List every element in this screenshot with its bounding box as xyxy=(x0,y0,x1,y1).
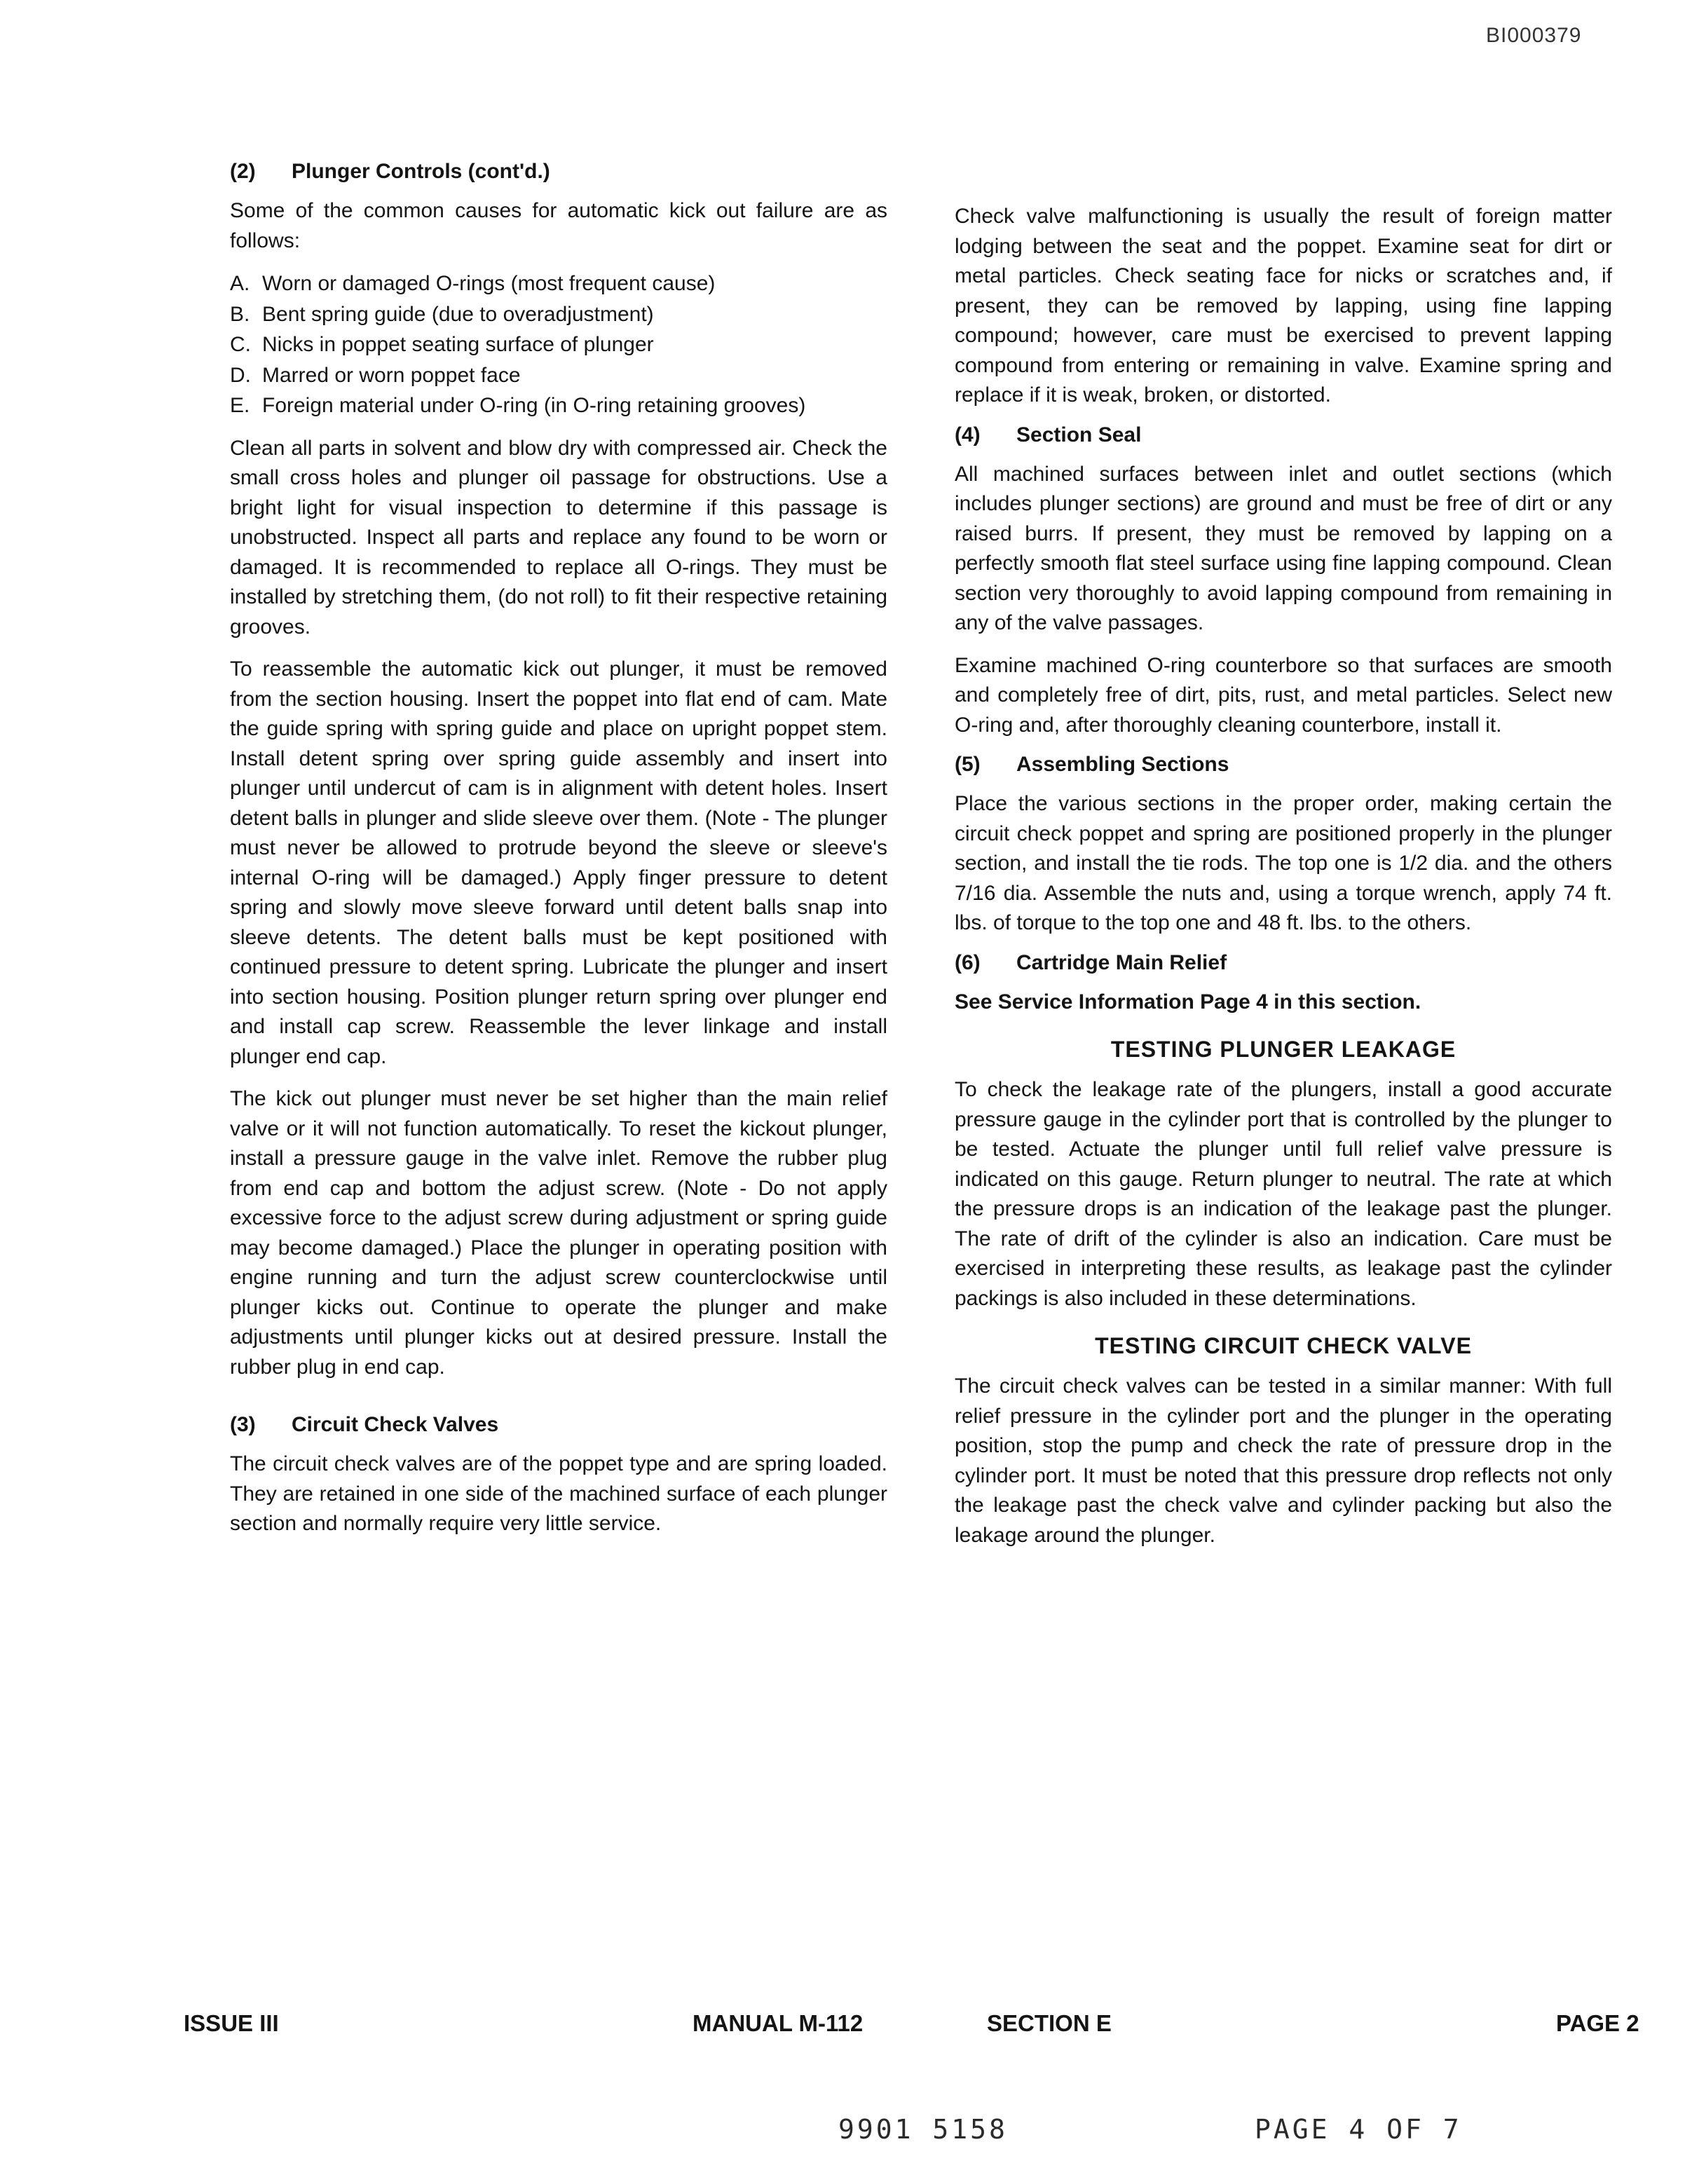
heading-section-seal xyxy=(955,423,1612,447)
footer-page: PAGE 2 xyxy=(1556,2010,1639,2036)
counterbore-paragraph: Examine machined O-ring counterbore so that surfaces are smooth and completely free of dirt, pits, rust, and metal particles. Select new O-ring and, after thoroughly cleaning counterbore, install it. xyxy=(955,653,1612,737)
document-id: BI000379 xyxy=(1486,24,1582,47)
title-testing-plunger-leakage: TESTING PLUNGER LEAKAGE xyxy=(1110,1037,1457,1062)
stamp-page-of: PAGE 4 OF 7 xyxy=(1255,2114,1462,2145)
heading-title: Cartridge Main Relief xyxy=(1016,950,1227,974)
heading-assembling-sections xyxy=(955,753,1612,777)
section-seal-paragraph: All machined surfaces between inlet and outlet sections (which includes plunger sections) are ground and must be free of dirt or any raised burrs. If present, they must be removed by lapping on a perfectly smooth flat steel surface using fine lapping compound. Clean section very thoroughly to avoid lapping compound from remaining in any of the valve passages. xyxy=(955,462,1612,634)
heading-number: (2) xyxy=(230,160,256,183)
list-item xyxy=(230,360,887,391)
spacer xyxy=(230,1395,887,1413)
plunger-leakage-paragraph: To check the leakage rate of the plungers, install a good accurate pressure gauge in the cylinder port that is controlled by the plunger to be tested. Actuate the plunger until full relief valve pressure is indicated on this gauge. Return plunger to neutral. The rate at which the pressure drops is an indication of the leakage past the plunger. The rate of drift of the cylinder is also an indication. Care must be exercised in interpreting these results, as leakage past the cylinder packings is also included in these determinations. xyxy=(955,1078,1612,1310)
heading-title: Circuit Check Valves xyxy=(292,1413,499,1436)
kickout-setting-paragraph: The kick out plunger must never be set higher than the main relief valve or it will not function automatically. To reset the kickout plunger, install a pressure gauge in the valve inlet. Remove the rubber plug from end cap and bottom the adjust screw. (Note - Do not apply excessive force to the adjust screw during adjustment or spring guide may become damaged.) Place the plunger in operating position with engine running and turn the adjust screw counterclockwise until plunger kicks out. Continue to operate the plunger and make adjustments until plunger kicks out at desired pressure. Install the rubber plug in end cap. xyxy=(230,1087,887,1379)
heading-number: (5) xyxy=(955,753,981,776)
assembling-paragraph: Place the various sections in the proper order, making certain the circuit check poppet and spring are positioned properly in the plunger section, and install the tie rods. The top one is 1/2 dia. and the others 7/16 dia. Assemble the nuts and, using a torque wrench, apply 74 ft. lbs. of torque to the top one and 48 ft. lbs. to the others. xyxy=(955,792,1612,934)
left-column xyxy=(230,160,887,1552)
cleaning-paragraph: Clean all parts in solvent and blow dry with compressed air. Check the small cross holes and plunger oil passage for obstructions. Use a bright light for visual inspection to determine if this passage is unobstructed. Inspect all parts and replace any found to be worn or damaged. It is recommended to replace all O-rings. They must be installed by stretching them, (do not roll) to fit their respective retaining grooves. xyxy=(230,436,887,639)
list-letter: C. xyxy=(230,333,251,356)
check-valve-malfunction-paragraph: Check valve malfunctioning is usually the result of foreign matter lodging between the seat and the poppet. Examine seat for dirt or metal particles. Check seating face for nicks or scratches and, if present, they can be removed by lapping, using fine lapping compound; however, care must be exercised to prevent lapping compound from entering or remaining in valve. Examine spring and replace if it is weak, broken, or distorted. xyxy=(955,205,1612,407)
heading-title: Section Seal xyxy=(1016,423,1142,446)
list-text: Worn or damaged O-rings (most frequent cause) xyxy=(262,272,716,295)
right-column xyxy=(955,202,1612,1563)
heading-number: (6) xyxy=(955,950,981,974)
list-item xyxy=(230,299,887,330)
reassembly-paragraph: To reassemble the automatic kick out plunger, it must be removed from the section housing. Insert the poppet into flat end of cam. Mate the guide spring with spring guide and place on upright poppet stem. Install detent spring over spring guide assembly and insert into plunger until undercut of cam is in alignment with detent holes. Insert detent balls in plunger and slide sleeve over them. (Note - The plunger must never be allowed to protrude beyond the sleeve or sleeve's internal O-ring will be damaged.) Apply finger pressure to detent spring and slowly move sleeve forward until detent balls snap into sleeve detents. The detent balls must be kept positioned with continued pressure to detent spring. Lubricate the plunger and insert into section housing. Position plunger return spring over plunger end and install cap screw. Reassemble the lever linkage and install plunger end cap. xyxy=(230,657,887,1068)
footer-issue: ISSUE III xyxy=(184,2010,279,2036)
list-letter: D. xyxy=(230,363,251,387)
list-letter: B. xyxy=(230,302,250,326)
list-text: Foreign material under O-ring (in O-ring retaining grooves) xyxy=(262,394,806,417)
list-text: Marred or worn poppet face xyxy=(262,363,521,387)
list-letter: A. xyxy=(230,272,250,295)
list-item xyxy=(230,390,887,421)
list-text: Nicks in poppet seating surface of plunger xyxy=(262,333,654,356)
heading-number: (3) xyxy=(230,1413,256,1436)
heading-title: Plunger Controls (cont'd.) xyxy=(292,160,550,183)
footer-section: SECTION E xyxy=(987,2010,1112,2036)
circuit-check-paragraph: The circuit check valves are of the poppet type and are spring loaded. They are retained in one side of the machined surface of each plunger section and normally require very little service. xyxy=(230,1452,887,1535)
stamp-document-code: 9901 5158 xyxy=(838,2114,1008,2145)
list-item xyxy=(230,268,887,299)
causes-intro: Some of the common causes for automatic kick out failure are as follows: xyxy=(230,199,887,252)
heading-cartridge-main-relief xyxy=(955,951,1612,975)
cartridge-relief-paragraph: See Service Information Page 4 in this section. xyxy=(955,990,1421,1013)
circuit-check-test-paragraph: The circuit check valves can be tested in a similar manner: With full relief pressure in the cylinder port and the plunger in the operating position, stop the pump and check the rate of pressure drop in the cylinder port. It must be noted that this pressure drop reflects not only the leakage past the check valve and cylinder packing but also the leakage around the plunger. xyxy=(955,1374,1612,1547)
list-letter: E. xyxy=(230,394,250,417)
heading-number: (4) xyxy=(955,423,981,446)
footer-manual: MANUAL M-112 xyxy=(693,2010,864,2036)
list-text: Bent spring guide (due to overadjustment) xyxy=(262,302,654,326)
heading-circuit-check-valves xyxy=(230,1413,887,1437)
causes-list xyxy=(230,268,887,421)
heading-plunger-controls xyxy=(230,160,887,184)
title-testing-circuit-check-valve: TESTING CIRCUIT CHECK VALVE xyxy=(1095,1333,1472,1358)
list-item xyxy=(230,329,887,360)
heading-title: Assembling Sections xyxy=(1016,753,1229,776)
